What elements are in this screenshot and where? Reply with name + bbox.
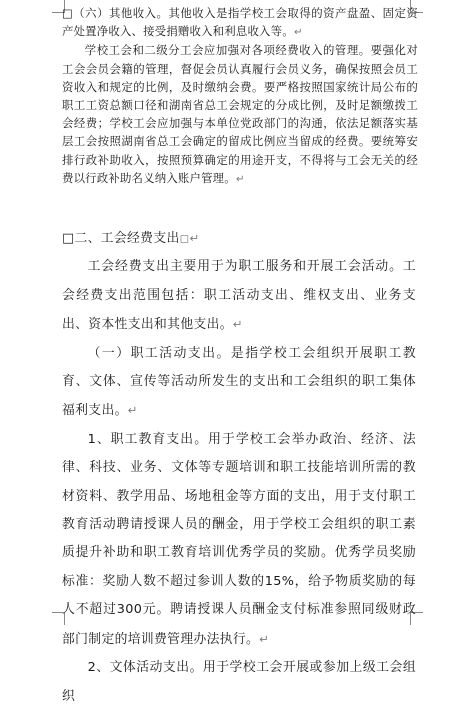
paragraph-mark-icon: ↵ [293,26,303,39]
paragraph-mark-icon: ↵ [259,631,270,646]
paragraph-mark-icon: ↵ [232,317,243,332]
staff-activity-text: （一）职工活动支出。是指学校工会组织开展职工教育、文体、宣传等活动所发生的支出和工会组织的职工集体福利支出。 [62,345,416,419]
outline-box-icon: □ [62,231,75,246]
staff-education-paragraph[interactable] [62,426,416,654]
culture-sports-text: 2、文体活动支出。用于学校工会开展或参加上级工会组织 [62,660,416,704]
staff-education-text: 1、职工教育支出。用于学校工会举办政治、经济、法律、科技、业务、文体等专题培训和职工技能培训所需的教材资料、教学用品、场地租金等方面的支出，用于支付职工教育活动聘请授课人员的酬金，用于学校工会组织的职工素质提升补助和职工教育培训优秀学员的奖励。优秀学员奖励标准：奖励人数不超过参训人数的15%，给予物质奖励的每人不超过300元。聘请授课人员酬金支付标准参照同级财政部门制定的培训费管理办法执行。 [62,431,416,647]
section-expenditure [62,224,416,711]
expenditure-intro-text: 工会经费支出主要用于为职工服务和开展工会活动。工会经费支出范围包括：职工活动支出、维权支出、业务支出、资本性支出和其他支出。 [62,259,416,333]
expenditure-intro-paragraph[interactable] [62,253,416,339]
paragraph-mark-icon: ↵ [127,403,138,418]
paragraph-mark-icon: ↵ [235,172,245,185]
section-heading-text: 二、工会经费支出 [74,231,180,246]
paragraph-mark-icon: ↵ [189,231,200,245]
anchor-mark-icon: ◻ [179,231,190,245]
culture-sports-paragraph[interactable] [62,654,416,711]
income-management-paragraph[interactable] [62,41,418,188]
item6-paragraph[interactable] [62,4,418,41]
section-income-tail [62,4,418,188]
staff-activity-paragraph[interactable] [62,340,416,426]
section-heading[interactable] [62,224,416,253]
income-management-text: 学校工会和二级分工会应加强对各项经费收入的管理。要强化对工会会员会籍的管理，督促会员认真履行会员义务，确保按照会员工资收入和规定的比例，及时缴纳会费。要严格按照国家统计局公布的职工工资总额口径和湖南省总工会规定的分成比例，及时足额缴拨工会经费；学校工会应加强与本单位党政部门的沟通，依法足额落实基层工会按照湖南省总工会确定的留成比例应当留成的经费。要统筹安排行政补助收入，按照预算确定的用途开支，不得将与工会无关的经费以行政补助名义纳入账户管理。 [62,43,418,185]
item6-text: （六）其他收入。其他收入是指学校工会取得的资产盘盈、固定资产处置净收入、接受捐赠收入和利息收入等。 [62,6,418,39]
outline-box-icon: □ [62,6,74,20]
